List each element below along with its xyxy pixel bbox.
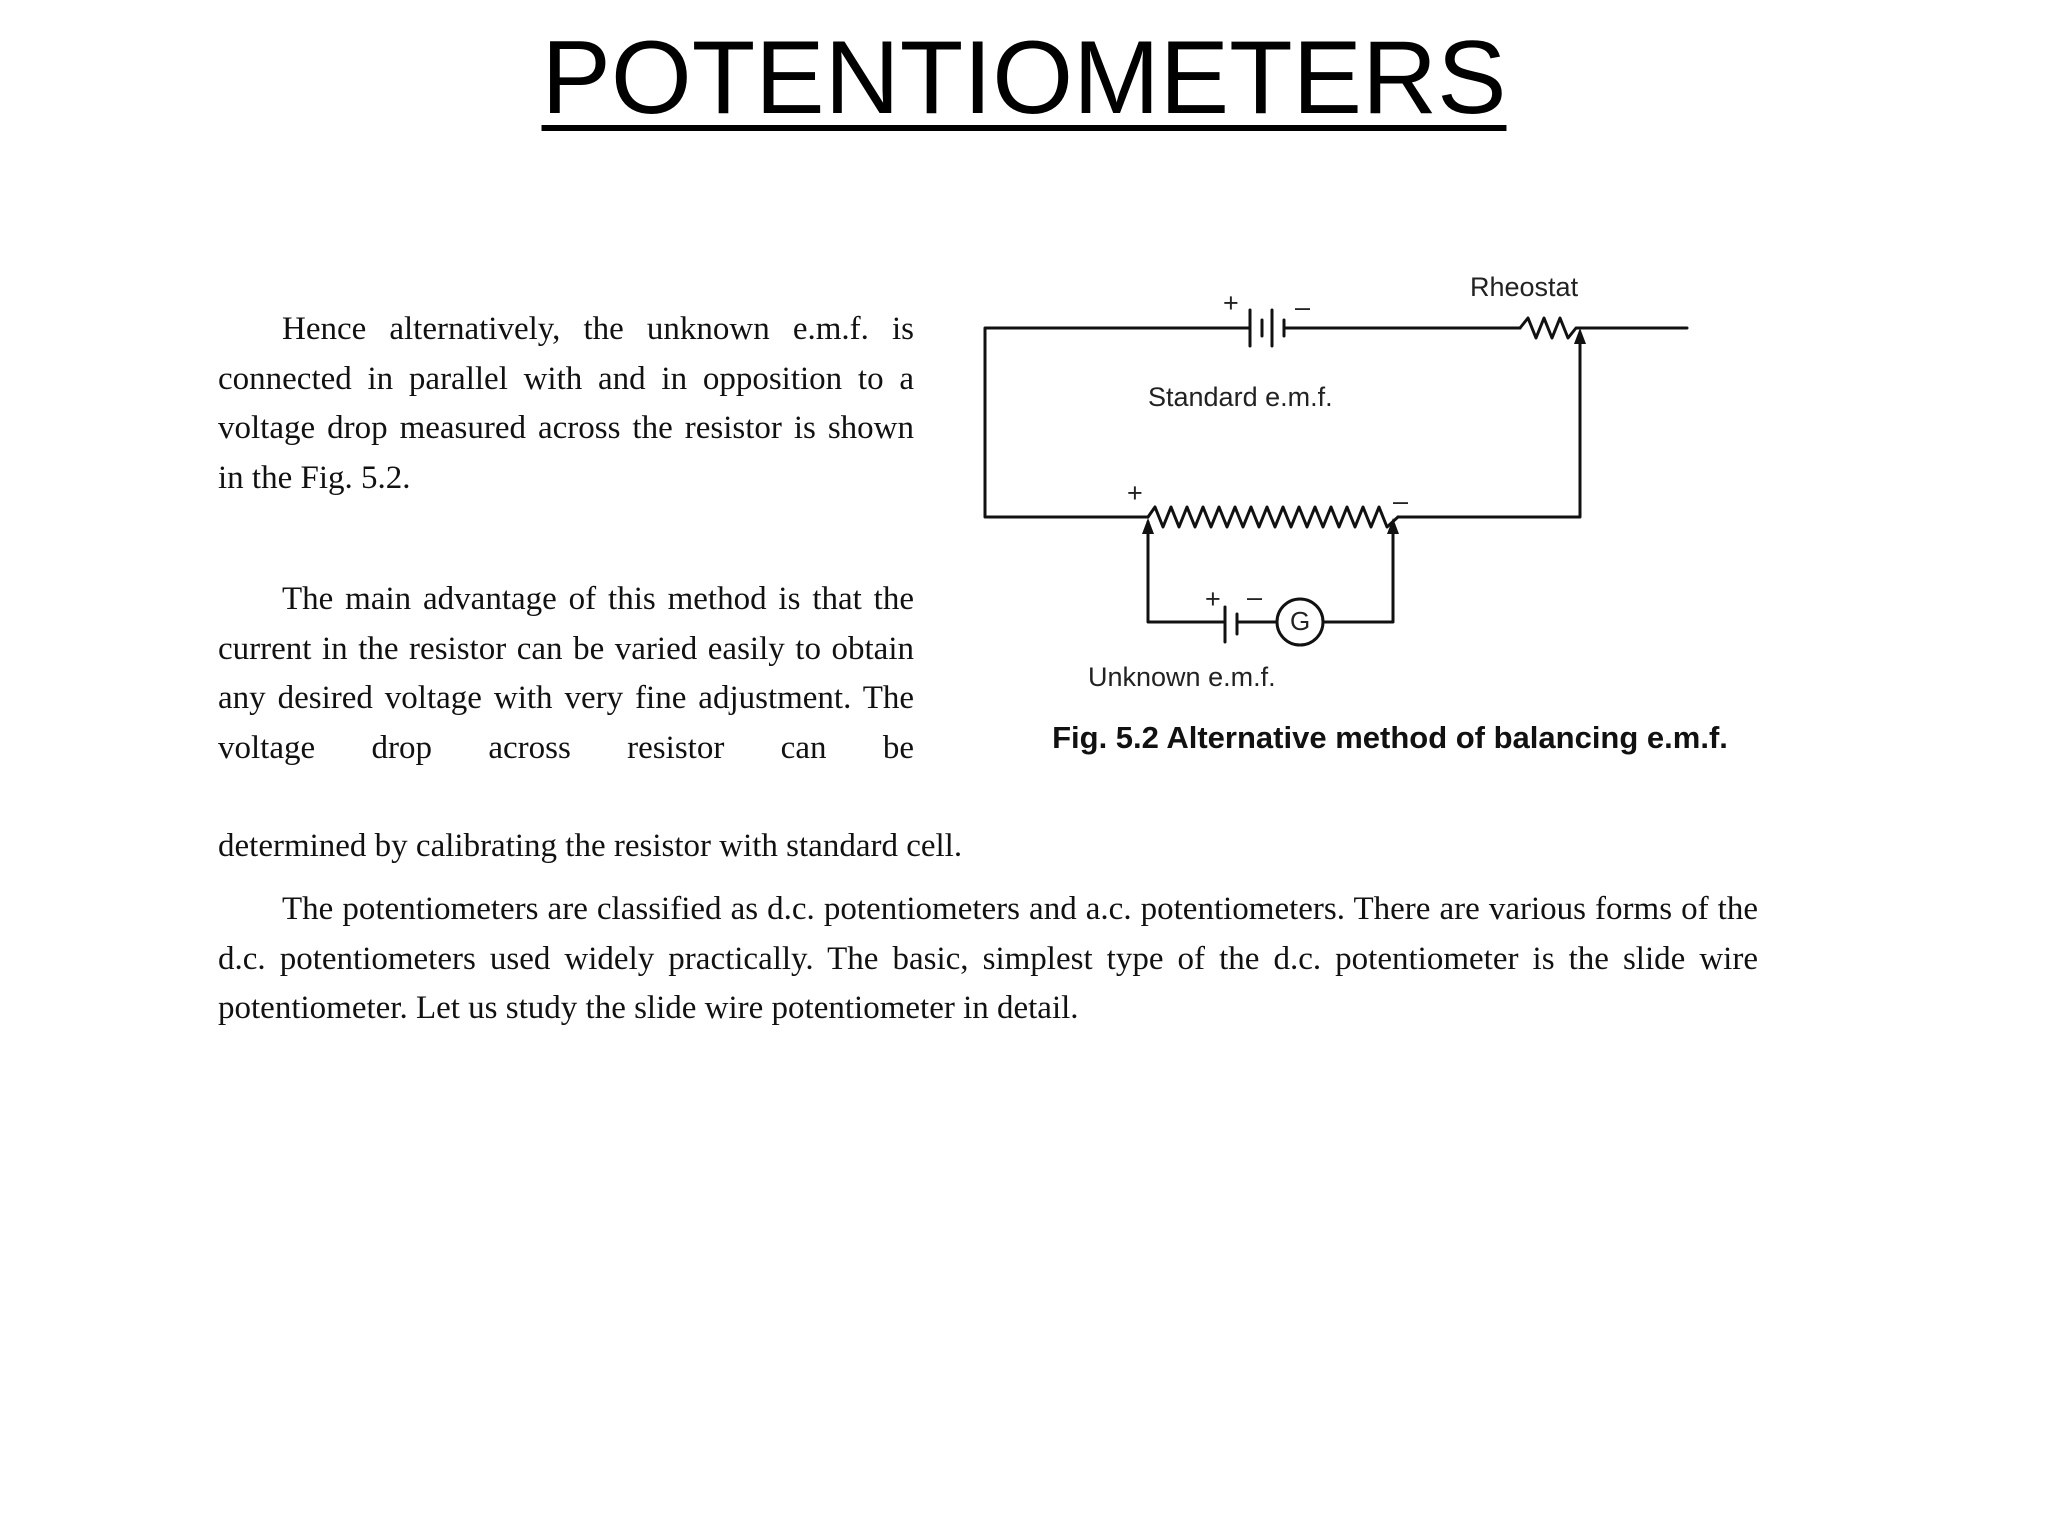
paragraph-1: Hence alternatively, the unknown e.m.f. is connected in parallel with and in opposition to a voltage drop measured across the resistor is shown in the Fig. 5.2. bbox=[218, 311, 914, 496]
figure-caption: Fig. 5.2 Alternative method of balancing e.m.f. bbox=[1052, 720, 1728, 755]
wire-right-tap bbox=[1323, 524, 1393, 622]
unknown-emf-minus-sign: – bbox=[1247, 582, 1263, 612]
slide-resistor-zigzag bbox=[1148, 507, 1398, 527]
standard-emf-minus-sign: – bbox=[1295, 292, 1311, 322]
galvanometer-label: G bbox=[1290, 606, 1311, 636]
paragraph-2: The main advantage of this method is that the current in the resistor can be varied easily to obtain any desired voltage with very fine adjustment. The voltage drop across resistor can be bbox=[218, 581, 914, 766]
unknown-emf-label: Unknown e.m.f. bbox=[1088, 662, 1276, 692]
rheostat-zigzag bbox=[1520, 318, 1687, 338]
rheostat-label: Rheostat bbox=[1470, 272, 1579, 302]
wire-left-loop bbox=[985, 328, 1250, 517]
resistor-plus-sign: + bbox=[1127, 478, 1143, 508]
unknown-emf-plus-sign: + bbox=[1205, 584, 1221, 614]
paragraph-2-continuation: determined by calibrating the resistor with standard cell. bbox=[218, 828, 963, 864]
circuit-diagram-svg bbox=[965, 262, 1765, 692]
slide-title-text: POTENTIOMETERS bbox=[541, 20, 1507, 136]
paragraph-3: The potentiometers are classified as d.c. potentiometers and a.c. potentiometers. There are various forms of the d.c. potentiometers used widely practically. The basic, simplest type of the d.c. potentiometer is the slide wire potentiometer. Let us study the slide wire potentiometer in detail. bbox=[218, 891, 1758, 1026]
resistor-minus-sign: – bbox=[1393, 486, 1409, 516]
slide-title bbox=[0, 18, 2048, 138]
standard-emf-label: Standard e.m.f. bbox=[1148, 382, 1333, 412]
left-tap-arrowhead bbox=[1142, 518, 1154, 534]
standard-emf-plus-sign: + bbox=[1223, 288, 1239, 318]
wire-right-side bbox=[1398, 338, 1580, 517]
circuit-diagram bbox=[965, 262, 1765, 692]
